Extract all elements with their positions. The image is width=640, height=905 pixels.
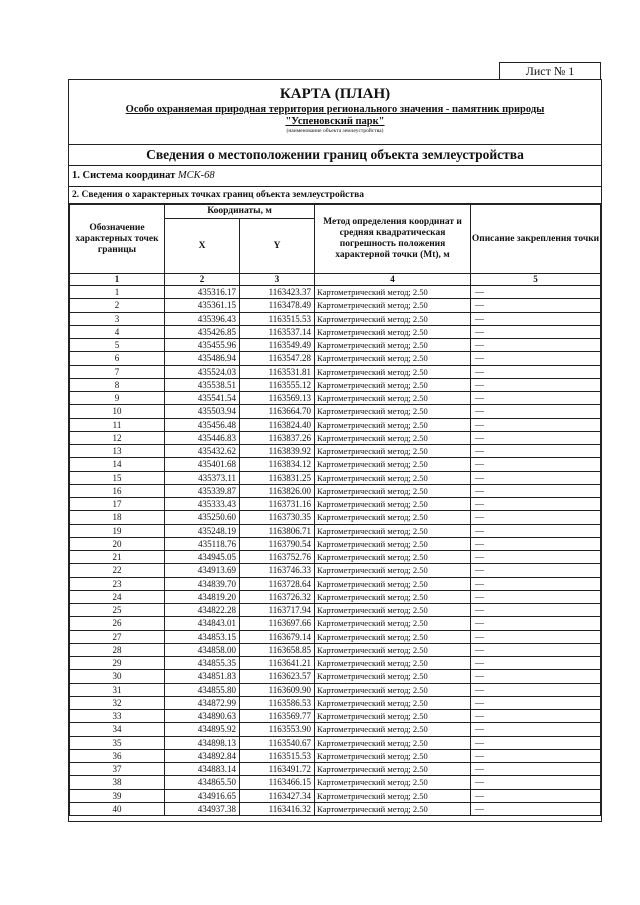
method-cell: Картометрический метод; 2.50: [315, 537, 471, 550]
y-coordinate: 1163540.67: [240, 736, 315, 749]
method-cell: Картометрический метод; 2.50: [315, 312, 471, 325]
x-coordinate: 434853.15: [165, 630, 240, 643]
x-coordinate: 435396.43: [165, 312, 240, 325]
description-cell: —: [471, 524, 601, 537]
point-number: 3: [70, 312, 165, 325]
table-row: [70, 405, 601, 418]
method-cell: Картометрический метод; 2.50: [315, 564, 471, 577]
y-coordinate: 1163806.71: [240, 524, 315, 537]
y-coordinate: 1163586.53: [240, 696, 315, 709]
point-number: 8: [70, 378, 165, 391]
description-cell: —: [471, 763, 601, 776]
x-coordinate: 434819.20: [165, 590, 240, 603]
point-number: 18: [70, 511, 165, 524]
y-coordinate: 1163752.76: [240, 551, 315, 564]
x-coordinate: 435373.11: [165, 471, 240, 484]
document-title: КАРТА (ПЛАН): [279, 86, 391, 102]
y-coordinate: 1163726.32: [240, 590, 315, 603]
point-number: 38: [70, 776, 165, 789]
territory-subtitle: Особо охраняемая природная территория регионального значения - памятник природы: [125, 104, 545, 115]
description-cell: —: [471, 776, 601, 789]
header-designation: Обозначение характерных точек границы: [70, 205, 165, 274]
method-cell: Картометрический метод; 2.50: [315, 630, 471, 643]
header-x: X: [165, 219, 240, 274]
description-cell: —: [471, 789, 601, 802]
y-coordinate: 1163837.26: [240, 431, 315, 444]
x-coordinate: 434890.63: [165, 710, 240, 723]
x-coordinate: 434895.92: [165, 723, 240, 736]
y-coordinate: 1163831.25: [240, 471, 315, 484]
table-row: [70, 617, 601, 630]
table-row: [70, 365, 601, 378]
column-number: 1: [70, 274, 165, 286]
y-coordinate: 1163553.90: [240, 723, 315, 736]
description-cell: —: [471, 551, 601, 564]
description-cell: —: [471, 339, 601, 352]
point-number: 6: [70, 352, 165, 365]
description-cell: —: [471, 511, 601, 524]
table-row: [70, 776, 601, 789]
x-coordinate: 435316.17: [165, 286, 240, 299]
method-cell: Картометрический метод; 2.50: [315, 604, 471, 617]
method-cell: Картометрический метод; 2.50: [315, 498, 471, 511]
description-cell: —: [471, 723, 601, 736]
column-number: 5: [471, 274, 601, 286]
x-coordinate: 434855.80: [165, 683, 240, 696]
method-cell: Картометрический метод; 2.50: [315, 365, 471, 378]
coordinate-system-row: [69, 166, 601, 187]
y-coordinate: 1163478.49: [240, 299, 315, 312]
description-cell: —: [471, 378, 601, 391]
method-cell: Картометрический метод; 2.50: [315, 484, 471, 497]
method-cell: Картометрический метод; 2.50: [315, 352, 471, 365]
document-header: [69, 80, 601, 145]
description-cell: —: [471, 802, 601, 815]
method-cell: Картометрический метод; 2.50: [315, 392, 471, 405]
x-coordinate: 434945.05: [165, 551, 240, 564]
description-cell: —: [471, 458, 601, 471]
y-coordinate: 1163416.32: [240, 802, 315, 815]
method-cell: Картометрический метод; 2.50: [315, 339, 471, 352]
description-cell: —: [471, 392, 601, 405]
table-row: [70, 590, 601, 603]
y-coordinate: 1163826.00: [240, 484, 315, 497]
method-cell: Картометрический метод; 2.50: [315, 617, 471, 630]
method-cell: Картометрический метод; 2.50: [315, 802, 471, 815]
y-coordinate: 1163555.12: [240, 378, 315, 391]
table-row: [70, 458, 601, 471]
point-number: 7: [70, 365, 165, 378]
y-coordinate: 1163790.54: [240, 537, 315, 550]
method-cell: Картометрический метод; 2.50: [315, 458, 471, 471]
point-number: 29: [70, 657, 165, 670]
x-coordinate: 435446.83: [165, 431, 240, 444]
x-coordinate: 435401.68: [165, 458, 240, 471]
table-row: [70, 802, 601, 815]
y-coordinate: 1163537.14: [240, 325, 315, 338]
object-caption: (наименование объекта землеустройства): [286, 128, 384, 134]
method-cell: Картометрический метод; 2.50: [315, 524, 471, 537]
description-cell: —: [471, 299, 601, 312]
method-cell: Картометрический метод; 2.50: [315, 723, 471, 736]
document-frame: [68, 79, 602, 822]
y-coordinate: 1163423.37: [240, 286, 315, 299]
description-cell: —: [471, 670, 601, 683]
points-table: [69, 204, 601, 816]
table-row: [70, 418, 601, 431]
description-cell: —: [471, 312, 601, 325]
method-cell: Картометрический метод; 2.50: [315, 789, 471, 802]
point-number: 26: [70, 617, 165, 630]
header-method: Метод определения координат и средняя квадратическая погрешность положения характерной точки (Mt), м: [315, 205, 471, 274]
x-coordinate: 435118.76: [165, 537, 240, 550]
point-number: 9: [70, 392, 165, 405]
point-number: 33: [70, 710, 165, 723]
x-coordinate: 434822.28: [165, 604, 240, 617]
description-cell: —: [471, 431, 601, 444]
description-cell: —: [471, 352, 601, 365]
point-number: 31: [70, 683, 165, 696]
method-cell: Картометрический метод; 2.50: [315, 763, 471, 776]
method-cell: Картометрический метод; 2.50: [315, 683, 471, 696]
points-section-row: 2. Сведения о характерных точках границ объекта землеустройства: [69, 187, 601, 204]
table-row: [70, 299, 601, 312]
method-cell: Картометрический метод; 2.50: [315, 776, 471, 789]
y-coordinate: 1163824.40: [240, 418, 315, 431]
x-coordinate: 435339.87: [165, 484, 240, 497]
table-row: [70, 736, 601, 749]
y-coordinate: 1163839.92: [240, 445, 315, 458]
table-row: [70, 339, 601, 352]
point-number: 14: [70, 458, 165, 471]
y-coordinate: 1163730.35: [240, 511, 315, 524]
point-number: 37: [70, 763, 165, 776]
method-cell: Картометрический метод; 2.50: [315, 736, 471, 749]
method-cell: Картометрический метод; 2.50: [315, 590, 471, 603]
coordinate-system-value: МСК-68: [177, 170, 215, 181]
description-cell: —: [471, 604, 601, 617]
table-row: [70, 577, 601, 590]
table-row: [70, 537, 601, 550]
description-cell: —: [471, 630, 601, 643]
description-cell: —: [471, 683, 601, 696]
description-cell: —: [471, 696, 601, 709]
method-cell: Картометрический метод; 2.50: [315, 325, 471, 338]
description-cell: —: [471, 710, 601, 723]
point-number: 34: [70, 723, 165, 736]
y-coordinate: 1163664.70: [240, 405, 315, 418]
x-coordinate: 435361.15: [165, 299, 240, 312]
point-number: 35: [70, 736, 165, 749]
x-coordinate: 435456.48: [165, 418, 240, 431]
point-number: 23: [70, 577, 165, 590]
table-row: [70, 643, 601, 656]
header-y: Y: [240, 219, 315, 274]
x-coordinate: 434843.01: [165, 617, 240, 630]
point-number: 21: [70, 551, 165, 564]
table-row: [70, 696, 601, 709]
method-cell: Картометрический метод; 2.50: [315, 445, 471, 458]
x-coordinate: 435248.19: [165, 524, 240, 537]
table-row: [70, 498, 601, 511]
x-coordinate: 435455.96: [165, 339, 240, 352]
method-cell: Картометрический метод; 2.50: [315, 378, 471, 391]
method-cell: Картометрический метод; 2.50: [315, 643, 471, 656]
y-coordinate: 1163609.90: [240, 683, 315, 696]
description-cell: —: [471, 657, 601, 670]
points-table-body: [70, 286, 601, 816]
x-coordinate: 435432.62: [165, 445, 240, 458]
x-coordinate: 434851.83: [165, 670, 240, 683]
x-coordinate: 434898.13: [165, 736, 240, 749]
y-coordinate: 1163569.13: [240, 392, 315, 405]
y-coordinate: 1163731.16: [240, 498, 315, 511]
method-cell: Картометрический метод; 2.50: [315, 471, 471, 484]
x-coordinate: 434916.65: [165, 789, 240, 802]
method-cell: Картометрический метод; 2.50: [315, 511, 471, 524]
table-row: [70, 551, 601, 564]
column-number: 2: [165, 274, 240, 286]
y-coordinate: 1163515.53: [240, 749, 315, 762]
point-number: 1: [70, 286, 165, 299]
table-row: [70, 789, 601, 802]
y-coordinate: 1163697.66: [240, 617, 315, 630]
description-cell: —: [471, 617, 601, 630]
description-cell: —: [471, 736, 601, 749]
header-coordinates: Координаты, м: [165, 205, 315, 219]
table-row: [70, 325, 601, 338]
description-cell: —: [471, 405, 601, 418]
description-cell: —: [471, 471, 601, 484]
x-coordinate: 434883.14: [165, 763, 240, 776]
table-row: [70, 431, 601, 444]
description-cell: —: [471, 365, 601, 378]
y-coordinate: 1163515.53: [240, 312, 315, 325]
table-row: [70, 378, 601, 391]
method-cell: Картометрический метод; 2.50: [315, 749, 471, 762]
point-number: 12: [70, 431, 165, 444]
coordinate-system-label: 1. Система координат: [72, 170, 176, 181]
point-number: 15: [70, 471, 165, 484]
description-cell: —: [471, 498, 601, 511]
x-coordinate: 435524.03: [165, 365, 240, 378]
y-coordinate: 1163728.64: [240, 577, 315, 590]
description-cell: —: [471, 537, 601, 550]
column-number: 3: [240, 274, 315, 286]
x-coordinate: 435541.54: [165, 392, 240, 405]
y-coordinate: 1163569.77: [240, 710, 315, 723]
table-row: [70, 657, 601, 670]
table-row: [70, 471, 601, 484]
method-cell: Картометрический метод; 2.50: [315, 696, 471, 709]
point-number: 39: [70, 789, 165, 802]
y-coordinate: 1163547.28: [240, 352, 315, 365]
point-number: 24: [70, 590, 165, 603]
table-row: [70, 312, 601, 325]
x-coordinate: 435250.60: [165, 511, 240, 524]
point-number: 11: [70, 418, 165, 431]
point-number: 27: [70, 630, 165, 643]
method-cell: Картометрический метод; 2.50: [315, 657, 471, 670]
x-coordinate: 434858.00: [165, 643, 240, 656]
point-number: 32: [70, 696, 165, 709]
point-number: 20: [70, 537, 165, 550]
table-row: [70, 604, 601, 617]
sheet-number-label: Лист № 1: [499, 62, 601, 80]
y-coordinate: 1163834.12: [240, 458, 315, 471]
point-number: 17: [70, 498, 165, 511]
point-number: 22: [70, 564, 165, 577]
y-coordinate: 1163623.57: [240, 670, 315, 683]
y-coordinate: 1163427.34: [240, 789, 315, 802]
description-cell: —: [471, 749, 601, 762]
x-coordinate: 435333.43: [165, 498, 240, 511]
x-coordinate: 434865.50: [165, 776, 240, 789]
point-number: 25: [70, 604, 165, 617]
point-number: 19: [70, 524, 165, 537]
table-row: [70, 710, 601, 723]
description-cell: —: [471, 418, 601, 431]
point-number: 5: [70, 339, 165, 352]
table-row: [70, 564, 601, 577]
x-coordinate: 435486.94: [165, 352, 240, 365]
y-coordinate: 1163466.15: [240, 776, 315, 789]
description-cell: —: [471, 286, 601, 299]
method-cell: Картометрический метод; 2.50: [315, 577, 471, 590]
y-coordinate: 1163641.21: [240, 657, 315, 670]
description-cell: —: [471, 484, 601, 497]
point-number: 10: [70, 405, 165, 418]
method-cell: Картометрический метод; 2.50: [315, 431, 471, 444]
table-row: [70, 683, 601, 696]
table-row: [70, 723, 601, 736]
point-number: 16: [70, 484, 165, 497]
y-coordinate: 1163679.14: [240, 630, 315, 643]
description-cell: —: [471, 590, 601, 603]
point-number: 40: [70, 802, 165, 815]
table-row: [70, 763, 601, 776]
point-number: 2: [70, 299, 165, 312]
table-row: [70, 511, 601, 524]
park-name: "Успеновский парк": [285, 116, 385, 127]
x-coordinate: 435426.85: [165, 325, 240, 338]
table-row: [70, 392, 601, 405]
table-row: [70, 524, 601, 537]
table-row: [70, 352, 601, 365]
x-coordinate: 434913.69: [165, 564, 240, 577]
description-cell: —: [471, 445, 601, 458]
point-number: 4: [70, 325, 165, 338]
description-cell: —: [471, 577, 601, 590]
table-row: [70, 630, 601, 643]
y-coordinate: 1163531.81: [240, 365, 315, 378]
y-coordinate: 1163491.72: [240, 763, 315, 776]
x-coordinate: 434855.35: [165, 657, 240, 670]
point-number: 28: [70, 643, 165, 656]
table-row: [70, 445, 601, 458]
point-number: 36: [70, 749, 165, 762]
y-coordinate: 1163549.49: [240, 339, 315, 352]
method-cell: Картометрический метод; 2.50: [315, 405, 471, 418]
method-cell: Картометрический метод; 2.50: [315, 551, 471, 564]
x-coordinate: 435503.94: [165, 405, 240, 418]
header-description: Описание закрепления точки: [471, 205, 601, 274]
table-row: [70, 286, 601, 299]
method-cell: Картометрический метод; 2.50: [315, 418, 471, 431]
y-coordinate: 1163717.94: [240, 604, 315, 617]
description-cell: —: [471, 643, 601, 656]
method-cell: Картометрический метод; 2.50: [315, 299, 471, 312]
section-title: Сведения о местоположении границ объекта землеустройства: [69, 145, 601, 166]
x-coordinate: 434839.70: [165, 577, 240, 590]
x-coordinate: 434937.38: [165, 802, 240, 815]
table-row: [70, 670, 601, 683]
x-coordinate: 434872.99: [165, 696, 240, 709]
x-coordinate: 435538.51: [165, 378, 240, 391]
y-coordinate: 1163658.85: [240, 643, 315, 656]
method-cell: Картометрический метод; 2.50: [315, 710, 471, 723]
method-cell: Картометрический метод; 2.50: [315, 286, 471, 299]
table-row: [70, 749, 601, 762]
x-coordinate: 434892.84: [165, 749, 240, 762]
point-number: 13: [70, 445, 165, 458]
point-number: 30: [70, 670, 165, 683]
column-numbers-row: [70, 274, 601, 286]
column-number: 4: [315, 274, 471, 286]
method-cell: Картометрический метод; 2.50: [315, 670, 471, 683]
table-row: [70, 484, 601, 497]
description-cell: —: [471, 564, 601, 577]
description-cell: —: [471, 325, 601, 338]
y-coordinate: 1163746.33: [240, 564, 315, 577]
